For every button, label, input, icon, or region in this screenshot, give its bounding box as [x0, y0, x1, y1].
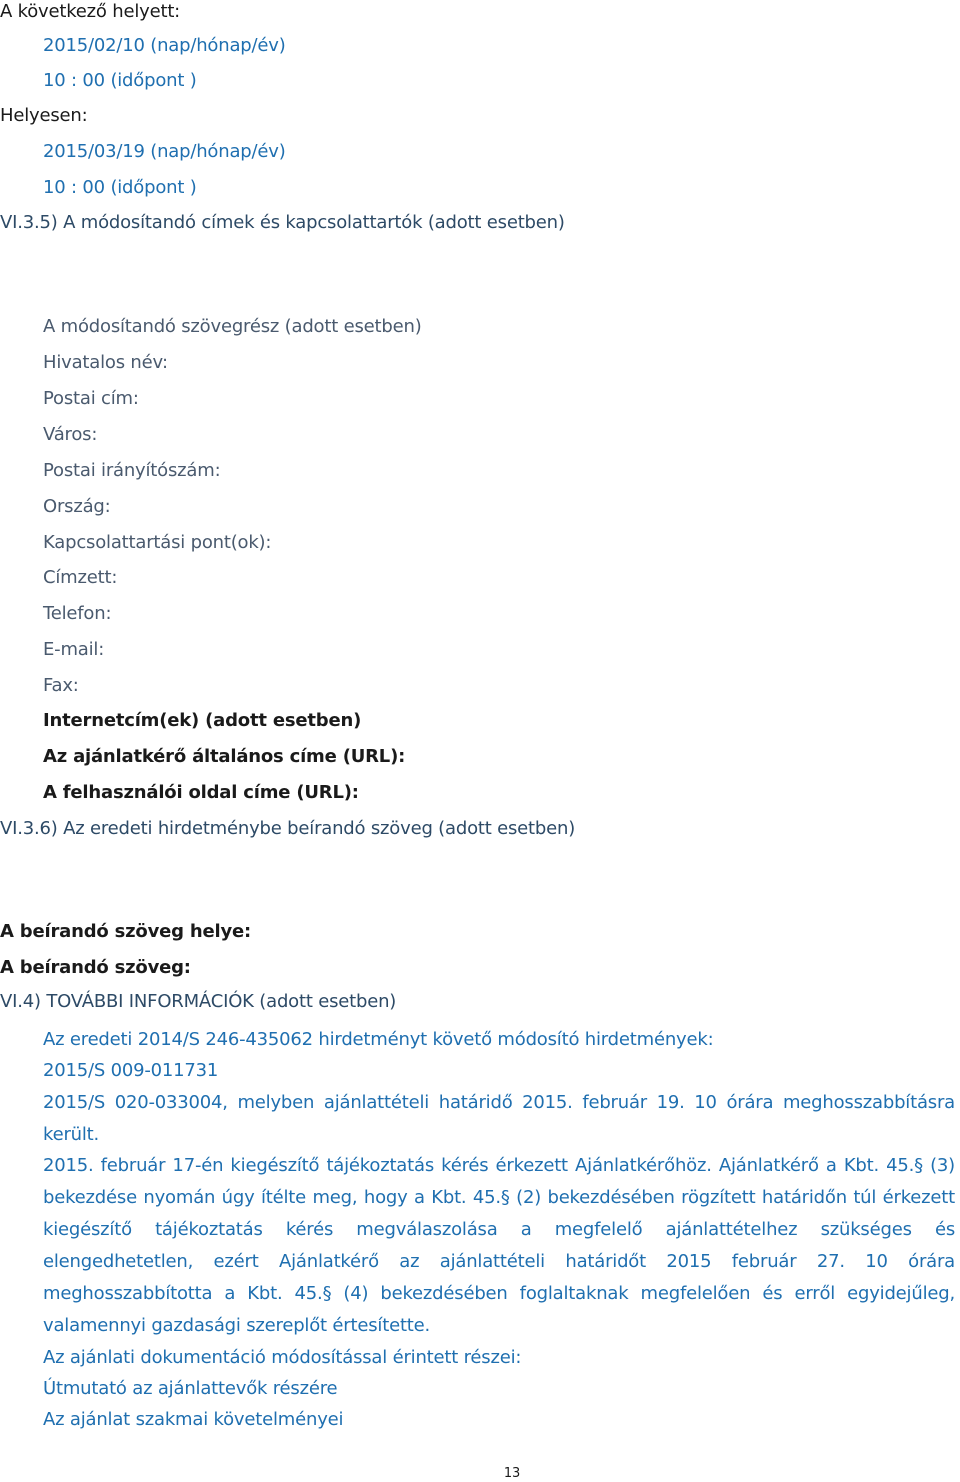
amendments-intro: Az eredeti 2014/S 246-435062 hirdetményt követő módosító hirdetmények:: [43, 1029, 714, 1050]
section-vi36-title: VI.3.6) Az eredeti hirdetménybe beírandó szöveg (adott esetben): [0, 818, 576, 839]
field-fax: Fax:: [43, 675, 79, 696]
field-email: E-mail:: [43, 639, 105, 660]
field-modified-text: A módosítandó szövegrész (adott esetben): [43, 316, 422, 337]
field-country: Ország:: [43, 496, 111, 517]
page-number: 13: [503, 1466, 521, 1481]
instead-label: A következő helyett:: [0, 1, 181, 22]
docs-label: Az ajánlati dokumentáció módosítással érintett részei:: [43, 1347, 522, 1368]
field-official-name: Hivatalos név:: [43, 352, 168, 373]
text-label: A beírandó szöveg:: [0, 957, 191, 978]
field-postal-code: Postai irányítószám:: [43, 460, 221, 481]
doc-item-2: Az ajánlat szakmai követelményei: [43, 1409, 344, 1430]
internet-label: Internetcím(ek) (adott esetben): [43, 710, 362, 731]
amendment-2: 2015/S 020-033004, melyben ajánlattételi határidő 2015. február 19. 10 órára meghosszabbításra került.: [43, 1092, 955, 1145]
field-postal-address: Postai cím:: [43, 388, 139, 409]
correct-label: Helyesen:: [0, 105, 88, 126]
info-paragraph: 2015. február 17-én kiegészítő tájékoztatás kérés érkezett Ajánlatkérőhöz. Ajánlatkérő a Kbt. 45.§ (3) bekezdése nyomán úgy ítélte meg, hogy a Kbt. 45.§ (2) bekezdésében rögzített határidőn túl érkezett kiegészítő tájékoztatás kérés megválaszolása a megfelelő ajánlattételhez szükséges és elengedhetetlen, ezért Ajánlatkérő az ajánlattételi határidőt 2015 február 27. 10 órára meghosszabbította a Kbt. 45.§ (4) bekezdésében foglaltaknak megfelelően és erről egyidejűleg, valamennyi gazdasági szereplőt értesítette.: [43, 1155, 955, 1336]
section-vi4-title: VI.4) TOVÁBBI INFORMÁCIÓK (adott esetben): [0, 991, 397, 1012]
field-addressee: Címzett:: [43, 567, 118, 588]
buyer-url-label: A felhasználói oldal címe (URL):: [43, 782, 359, 803]
old-time: 10 : 00 (időpont ): [43, 70, 197, 91]
old-date: 2015/02/10 (nap/hónap/év): [43, 35, 286, 56]
new-time: 10 : 00 (időpont ): [43, 177, 197, 198]
place-label: A beírandó szöveg helye:: [0, 921, 251, 942]
amendment-1: 2015/S 009-011731: [43, 1060, 219, 1081]
field-city: Város:: [43, 424, 98, 445]
field-phone: Telefon:: [43, 603, 112, 624]
doc-item-1: Útmutató az ajánlattevők részére: [43, 1378, 338, 1399]
general-url-label: Az ajánlatkérő általános címe (URL):: [43, 746, 406, 767]
section-vi35-title: VI.3.5) A módosítandó címek és kapcsolattartók (adott esetben): [0, 212, 565, 233]
field-contact-points: Kapcsolattartási pont(ok):: [43, 532, 272, 553]
new-date: 2015/03/19 (nap/hónap/év): [43, 141, 286, 162]
